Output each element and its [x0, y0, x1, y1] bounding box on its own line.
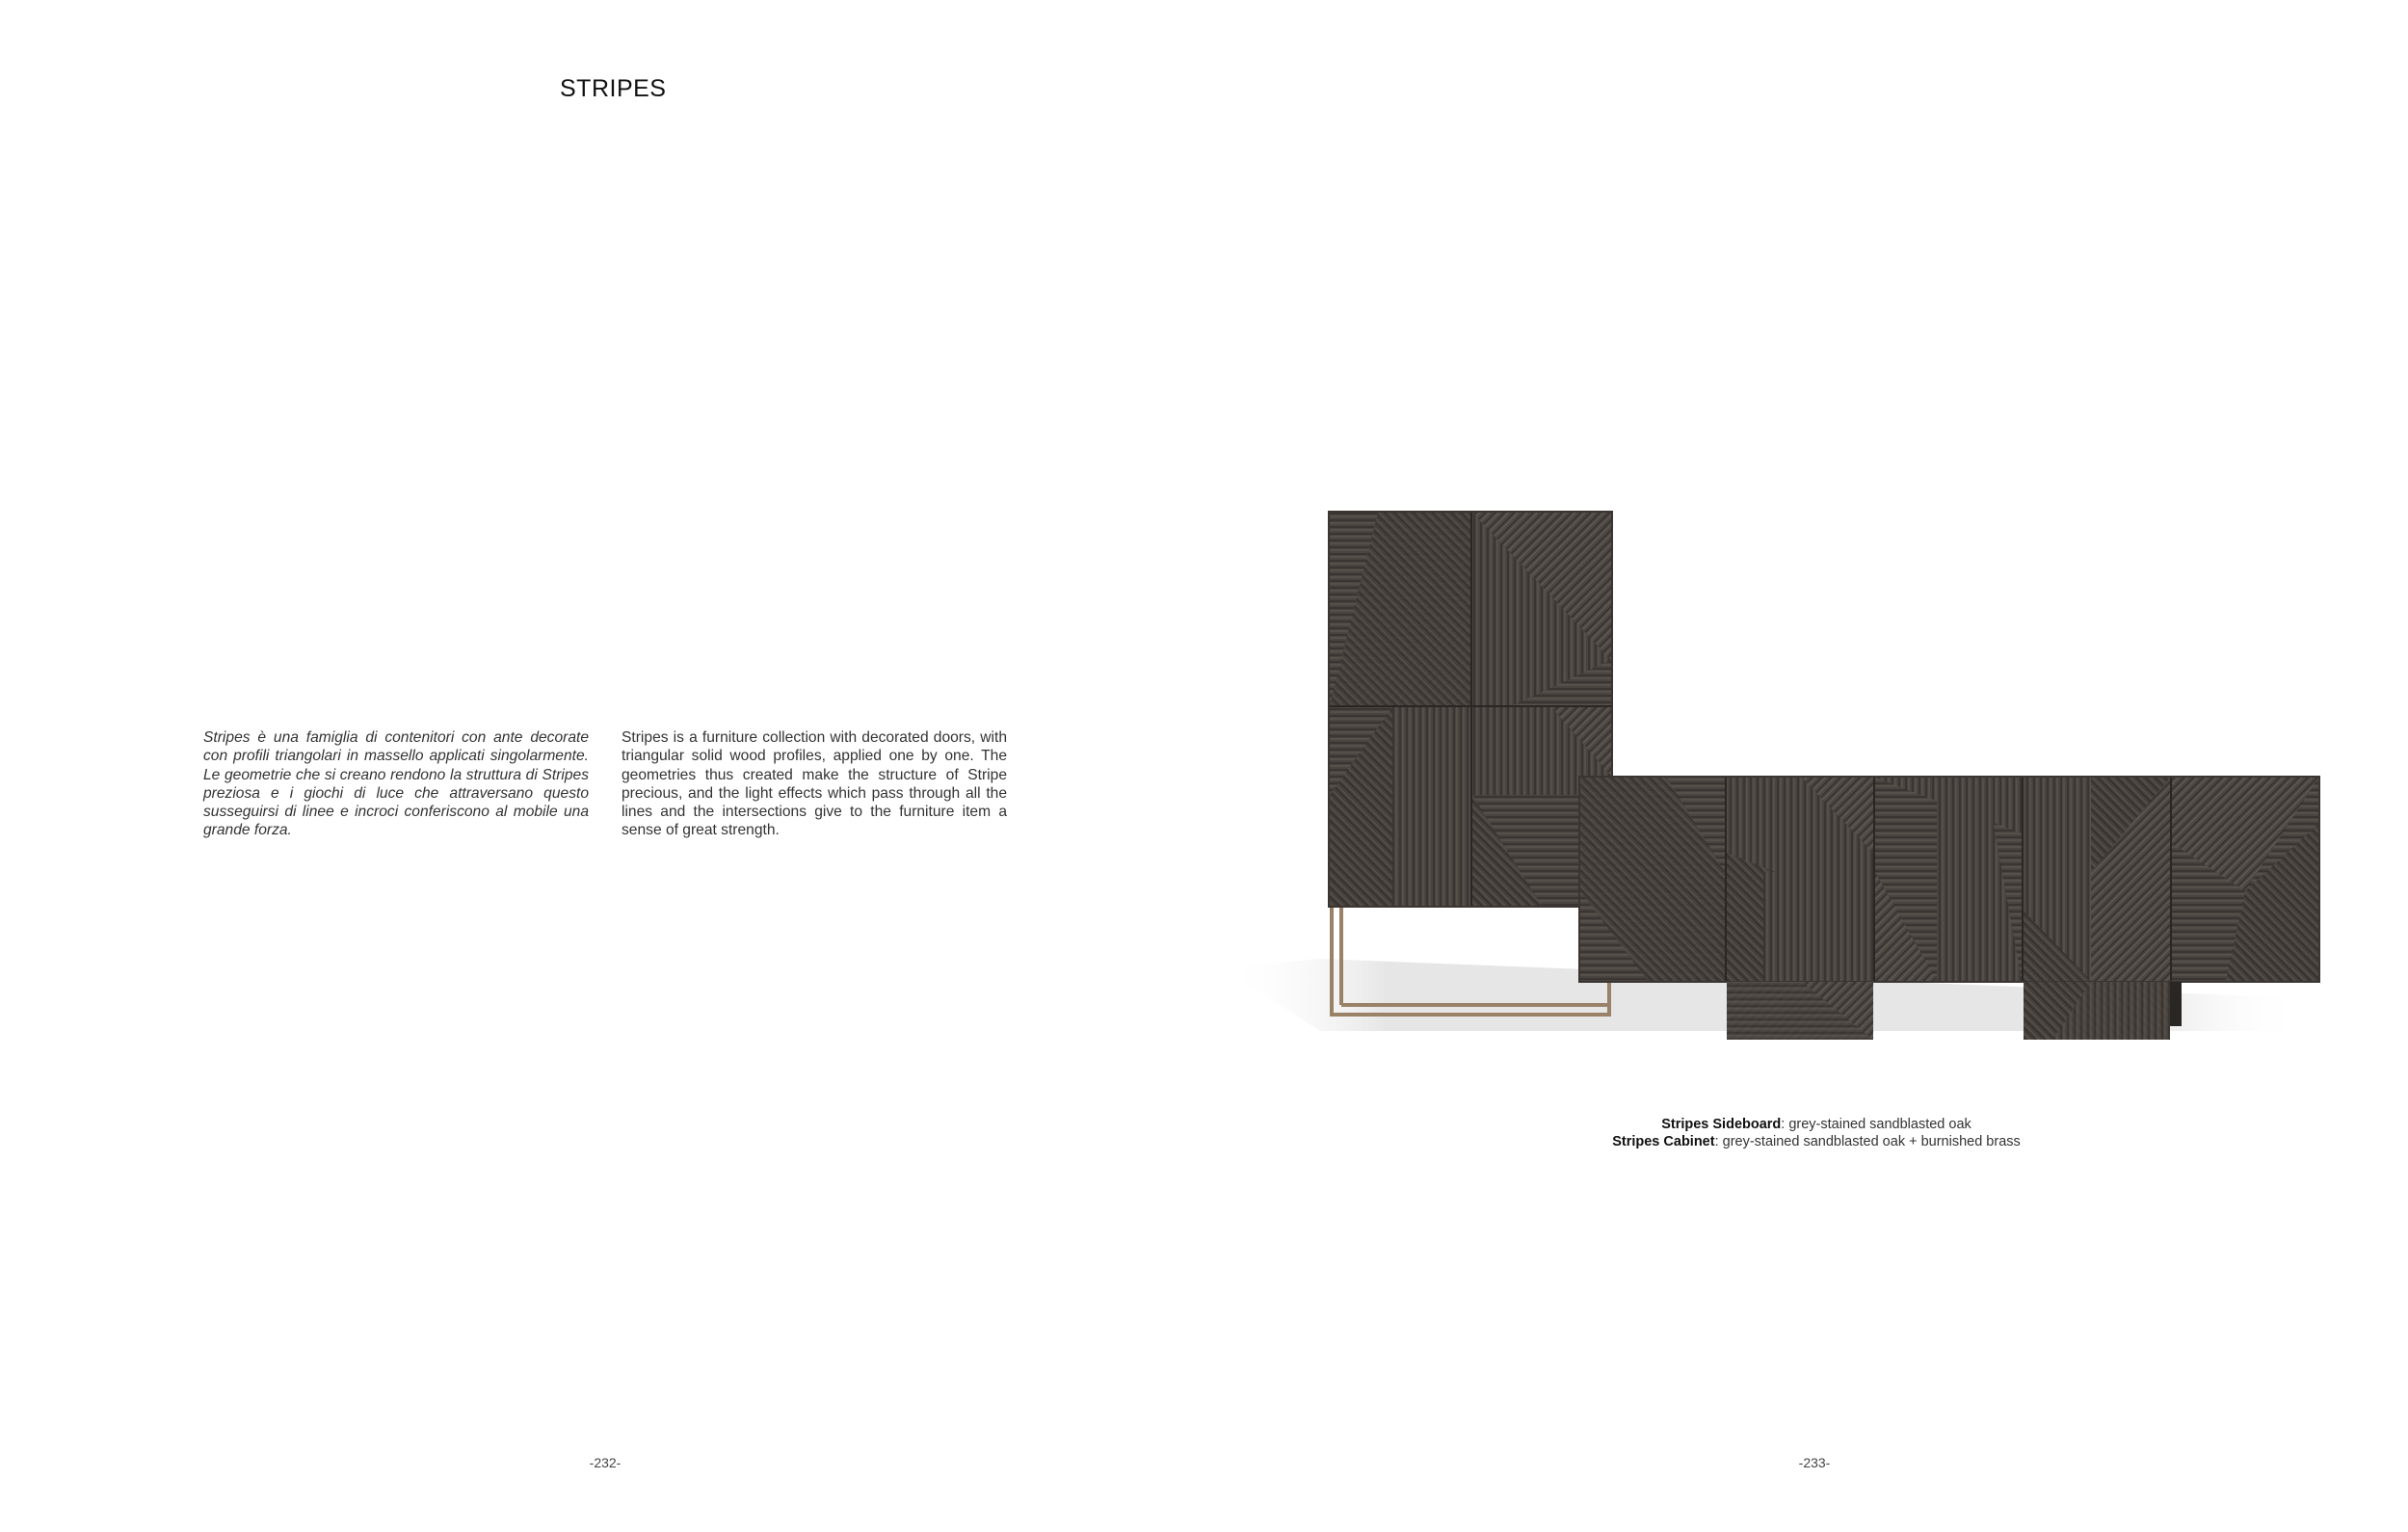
description-italian: Stripes è una famiglia di contenitori con ante decorate con profili triangolari in massello applicati singolarmente. Le geometrie che si creano rendono la struttura di Stripes preziosa e i giochi di luce che attraversano questo susseguirsi di linee e incroci conferiscono al mobile una grande forza.: [203, 729, 589, 839]
caption-sideboard-desc: : grey-stained sandblasted oak: [1781, 1117, 1971, 1132]
photo-caption: [1503, 1117, 2130, 1150]
caption-sideboard-name: Stripes Sideboard: [1661, 1117, 1782, 1132]
page-number-right: -233-: [1798, 1455, 1831, 1470]
furniture-illustration: [1224, 506, 2332, 1045]
product-photo: [1224, 506, 2332, 1045]
description-english: Stripes is a furniture collection with decorated doors, with triangular solid wood profiles, applied one by one. The geometries thus created make the structure of Stripe precious, and the light effects which pass through all the lines and the intersections give to the furniture item a sense of great strength.: [622, 729, 1007, 839]
caption-line-sideboard: [1503, 1117, 2130, 1134]
page-number-left: -232-: [589, 1455, 622, 1470]
caption-line-cabinet: [1503, 1134, 2130, 1151]
caption-cabinet-desc: : grey-stained sandblasted oak + burnished brass: [1714, 1133, 2021, 1149]
caption-cabinet-name: Stripes Cabinet: [1612, 1133, 1715, 1149]
page-title: STRIPES: [560, 75, 667, 102]
stripes-cabinet: [1328, 511, 1613, 1017]
